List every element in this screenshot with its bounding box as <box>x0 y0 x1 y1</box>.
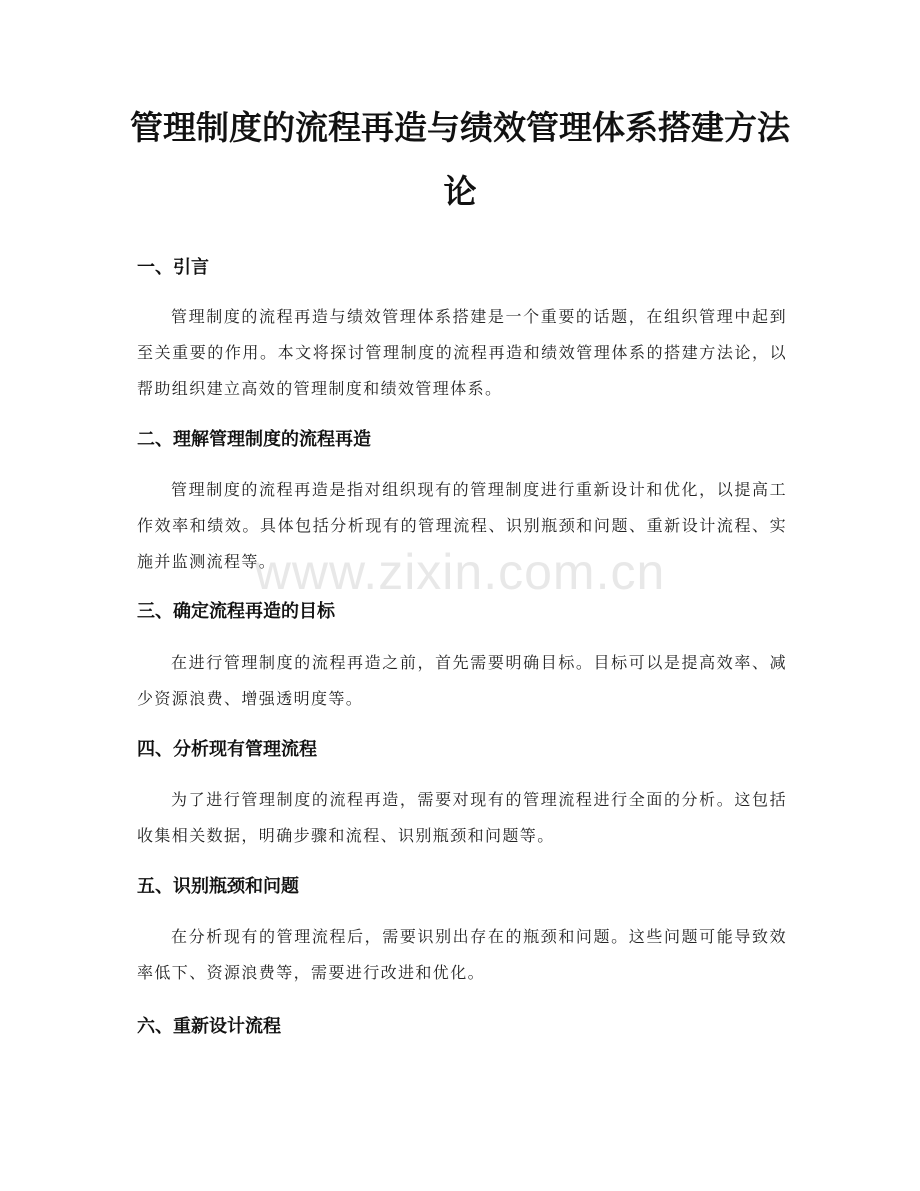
section-heading-5: 五、识别瓶颈和问题 <box>137 876 299 897</box>
section-paragraph-2: 管理制度的流程再造是指对组织现有的管理制度进行重新设计和优化，以提高工作效率和绩效。具体包括分析现有的管理流程、识别瓶颈和问题、重新设计流程、实施并监测流程等。 <box>137 480 787 571</box>
section-paragraph-1: 管理制度的流程再造与绩效管理体系搭建是一个重要的话题，在组织管理中起到至关重要的作用。本文将探讨管理制度的流程再造和绩效管理体系的搭建方法论，以帮助组织建立高效的管理制度和绩效管理体系。 <box>137 307 787 398</box>
section-heading-2: 二、理解管理制度的流程再造 <box>137 429 371 450</box>
section-heading-1: 一、引言 <box>137 257 209 278</box>
section-paragraph-3: 在进行管理制度的流程再造之前，首先需要明确目标。目标可以是提高效率、减少资源浪费、增强透明度等。 <box>137 653 787 708</box>
section-paragraph-4: 为了进行管理制度的流程再造，需要对现有的管理流程进行全面的分析。这包括收集相关数据，明确步骤和流程、识别瓶颈和问题等。 <box>137 790 787 845</box>
section-heading-6: 六、重新设计流程 <box>137 1016 281 1037</box>
watermark: www.zixin.com.cn <box>254 544 666 600</box>
section-heading-4: 四、分析现有管理流程 <box>137 739 317 760</box>
document-title: 管理制度的流程再造与绩效管理体系搭建方法论 <box>130 108 790 211</box>
section-paragraph-5: 在分析现有的管理流程后，需要识别出存在的瓶颈和问题。这些问题可能导致效率低下、资源浪费等，需要进行改进和优化。 <box>137 927 787 982</box>
section-heading-3: 三、确定流程再造的目标 <box>137 601 335 622</box>
